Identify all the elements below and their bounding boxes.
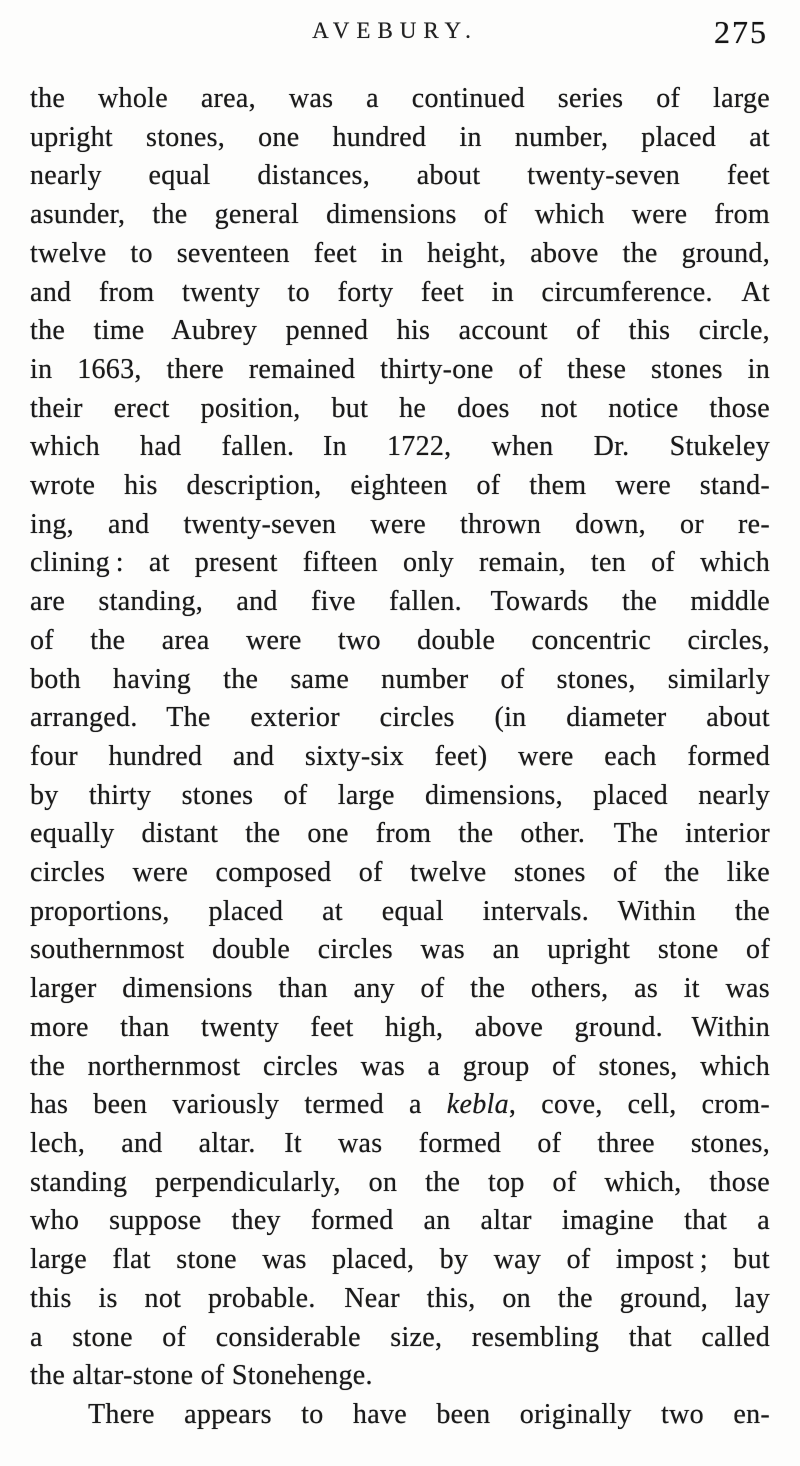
- text-segment: are standing, and five fallen. Towards the middle: [30, 586, 770, 618]
- text-line: [30, 351, 770, 390]
- text-segment: a stone of considerable size, resembling that called: [30, 1321, 770, 1353]
- text-line: [30, 777, 770, 816]
- text-segment: more than twenty feet high, above ground. Within: [30, 1011, 770, 1043]
- text-segment: the northernmost circles was a group of stones, which: [30, 1050, 770, 1082]
- text-line: [30, 622, 770, 661]
- text-line: [30, 1164, 770, 1203]
- running-title: AVEBURY.: [312, 18, 478, 43]
- text-segment: proportions, placed at equal intervals. Within the: [30, 895, 770, 927]
- text-segment: who suppose they formed an altar imagine that a: [30, 1205, 770, 1237]
- text-segment: has been variously termed a: [30, 1089, 447, 1121]
- text-line: [30, 312, 770, 351]
- text-line: [30, 1396, 770, 1435]
- text-line: [30, 157, 770, 196]
- text-line: [30, 274, 770, 313]
- text-segment: upright stones, one hundred in number, placed at: [30, 121, 770, 153]
- text-segment: the whole area, was a continued series of large: [30, 83, 770, 114]
- text-segment: by thirty stones of large dimensions, placed nearly: [30, 779, 770, 811]
- text-line: [30, 428, 770, 467]
- text-line: [30, 970, 770, 1009]
- text-segment: There appears to have been originally two en-: [88, 1398, 770, 1430]
- page-header: [30, 14, 770, 48]
- text-segment: circles were composed of twelve stones of the like: [30, 857, 770, 889]
- text-segment: in 1663, there remained thirty-one of these stones in: [30, 353, 770, 385]
- text-segment: lech, and altar. It was formed of three stones,: [30, 1127, 770, 1159]
- text-segment: both having the same number of stones, similarly: [30, 663, 770, 695]
- text-line: [30, 467, 770, 506]
- text-line: [30, 80, 770, 119]
- text-segment: ing, and twenty-seven were thrown down, or re-: [30, 508, 770, 540]
- text-line: [30, 196, 770, 235]
- text-segment: larger dimensions than any of the others, as it was: [30, 973, 770, 1005]
- text-line: [30, 815, 770, 854]
- text-segment: and from twenty to forty feet in circumference. At: [30, 276, 770, 308]
- text-line: [30, 661, 770, 700]
- text-segment: equally distant the one from the other. The interior: [30, 818, 770, 850]
- italic-term: kebla: [446, 1089, 509, 1121]
- page-number: 275: [714, 14, 768, 50]
- text-line: [30, 390, 770, 429]
- text-segment: of the area were two double concentric circles,: [30, 624, 770, 656]
- text-line: [30, 1319, 770, 1358]
- page-text: [30, 80, 770, 1435]
- text-segment: which had fallen. In 1722, when Dr. Stukeley: [30, 431, 770, 463]
- text-segment: the altar-stone of Stonehenge.: [30, 1360, 373, 1392]
- text-line: [30, 1086, 770, 1125]
- text-line: [30, 1357, 770, 1396]
- text-line: [30, 1048, 770, 1087]
- text-line: [30, 931, 770, 970]
- text-line: [30, 854, 770, 893]
- text-segment: asunder, the general dimensions of which were from: [30, 199, 770, 231]
- text-line: [30, 544, 770, 583]
- text-segment: their erect position, but he does not notice those: [30, 392, 770, 424]
- text-line: [30, 1125, 770, 1164]
- text-segment: southernmost double circles was an upright stone of: [30, 934, 770, 966]
- text-line: [30, 583, 770, 622]
- text-segment: arranged. The exterior circles (in diameter about: [30, 702, 770, 734]
- text-segment: standing perpendicularly, on the top of which, those: [30, 1166, 770, 1198]
- text-segment: clining : at present fifteen only remain, ten of which: [30, 547, 770, 579]
- text-line: [30, 893, 770, 932]
- text-line: [30, 1202, 770, 1241]
- text-segment: twelve to seventeen feet in height, above the ground,: [30, 237, 770, 269]
- text-segment: , cove, cell, crom-: [508, 1089, 771, 1121]
- text-segment: nearly equal distances, about twenty-seven feet: [30, 160, 770, 192]
- text-segment: wrote his description, eighteen of them were stand-: [30, 470, 770, 502]
- text-line: [30, 506, 770, 545]
- text-line: [30, 1241, 770, 1280]
- text-line: [30, 738, 770, 777]
- text-segment: four hundred and sixty-six feet) were each formed: [30, 740, 770, 772]
- text-line: [30, 119, 770, 158]
- text-line: [30, 1009, 770, 1048]
- text-line: [30, 699, 770, 738]
- text-segment: this is not probable. Near this, on the ground, lay: [30, 1282, 770, 1314]
- text-line: [30, 235, 770, 274]
- text-segment: the time Aubrey penned his account of this circle,: [30, 315, 770, 347]
- text-line: [30, 1280, 770, 1319]
- text-segment: large flat stone was placed, by way of impost ; but: [30, 1244, 770, 1276]
